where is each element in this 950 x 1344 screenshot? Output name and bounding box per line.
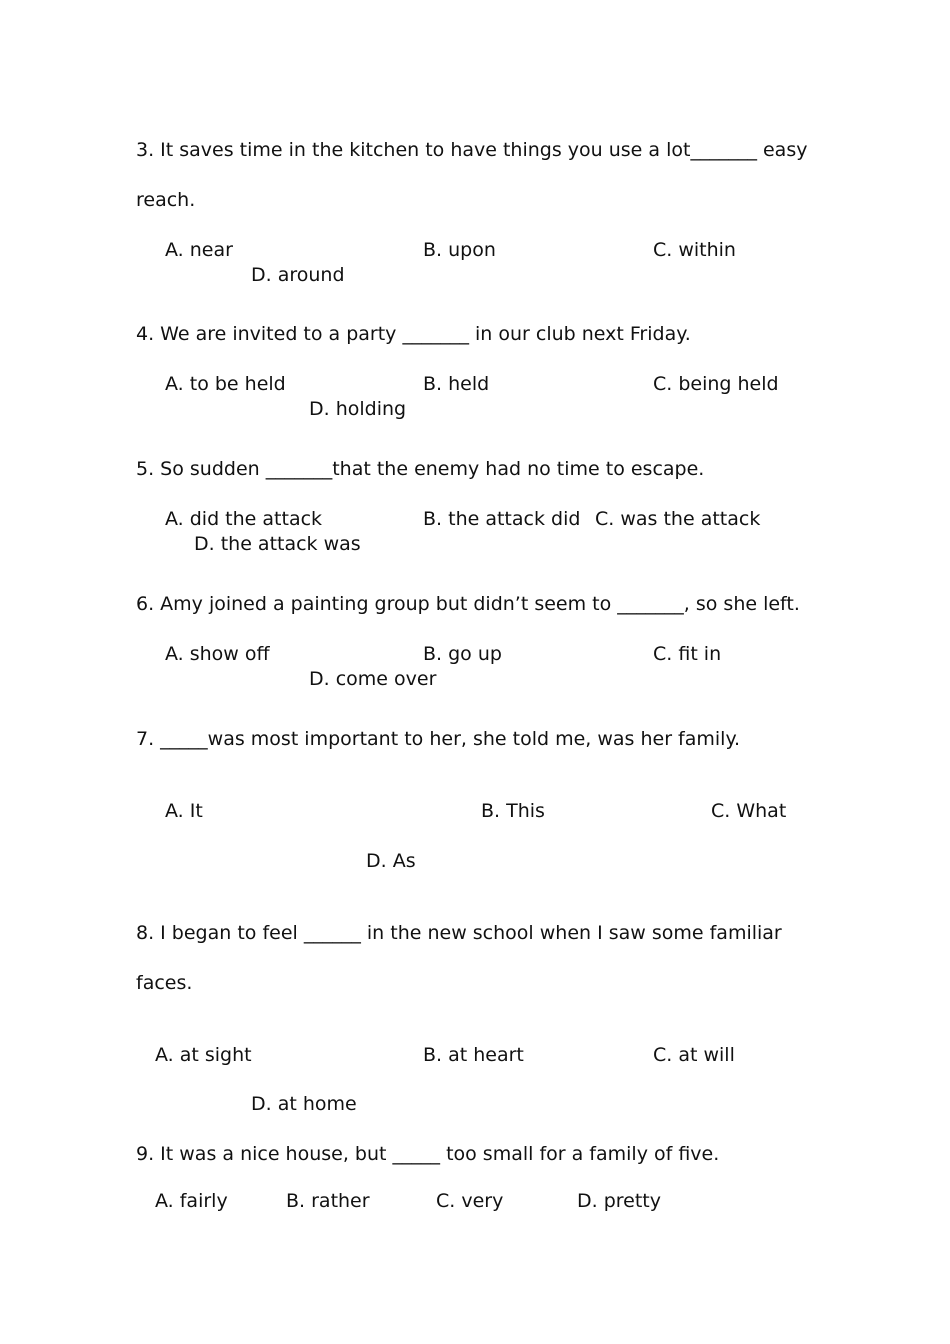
question-6-option-c: C. fit in bbox=[653, 643, 722, 665]
question-5-option-d: D. the attack was bbox=[194, 533, 361, 555]
question-9-option-b: B. rather bbox=[286, 1190, 370, 1212]
question-8-option-c: C. at will bbox=[653, 1044, 735, 1066]
question-7-stem: 7. _____was most important to her, she told me, was her family. bbox=[136, 728, 741, 750]
question-9-stem: 9. It was a nice house, but _____ too small for a family of five. bbox=[136, 1143, 720, 1165]
question-6-option-a: A. show off bbox=[165, 643, 270, 665]
question-5-option-c: C. was the attack bbox=[595, 508, 761, 530]
question-5-option-a: A. did the attack bbox=[165, 508, 323, 530]
question-9-option-a: A. fairly bbox=[155, 1190, 228, 1212]
question-7-option-d: D. As bbox=[366, 850, 416, 872]
question-6-stem: 6. Amy joined a painting group but didn’t seem to _______, so she left. bbox=[136, 593, 800, 615]
question-4-option-b: B. held bbox=[423, 373, 490, 395]
question-8-option-b: B. at heart bbox=[423, 1044, 524, 1066]
question-9-option-c: C. very bbox=[436, 1190, 504, 1212]
question-8-stem: 8. I began to feel ______ in the new school when I saw some familiar bbox=[136, 922, 782, 944]
question-4-option-c: C. being held bbox=[653, 373, 779, 395]
question-4-option-d: D. holding bbox=[309, 398, 407, 420]
question-8-option-d: D. at home bbox=[251, 1093, 357, 1115]
question-6-option-d: D. come over bbox=[309, 668, 437, 690]
question-3-option-c: C. within bbox=[653, 239, 736, 261]
question-3-option-d: D. around bbox=[251, 264, 345, 286]
question-8-stem-cont: faces. bbox=[136, 972, 193, 994]
question-8-option-a: A. at sight bbox=[155, 1044, 252, 1066]
question-4-option-a: A. to be held bbox=[165, 373, 286, 395]
question-3-option-a: A. near bbox=[165, 239, 233, 261]
question-5-stem: 5. So sudden _______that the enemy had no time to escape. bbox=[136, 458, 705, 480]
question-3-stem-cont: reach. bbox=[136, 189, 196, 211]
question-5-option-b: B. the attack did bbox=[423, 508, 581, 530]
question-4-stem: 4. We are invited to a party _______ in our club next Friday. bbox=[136, 323, 691, 345]
question-3-stem: 3. It saves time in the kitchen to have things you use a lot_______ easy bbox=[136, 139, 808, 161]
question-9-option-d: D. pretty bbox=[577, 1190, 661, 1212]
question-6-option-b: B. go up bbox=[423, 643, 502, 665]
question-7-option-a: A. It bbox=[165, 800, 203, 822]
question-7-option-c: C. What bbox=[711, 800, 787, 822]
question-7-option-b: B. This bbox=[481, 800, 545, 822]
question-3-option-b: B. upon bbox=[423, 239, 496, 261]
